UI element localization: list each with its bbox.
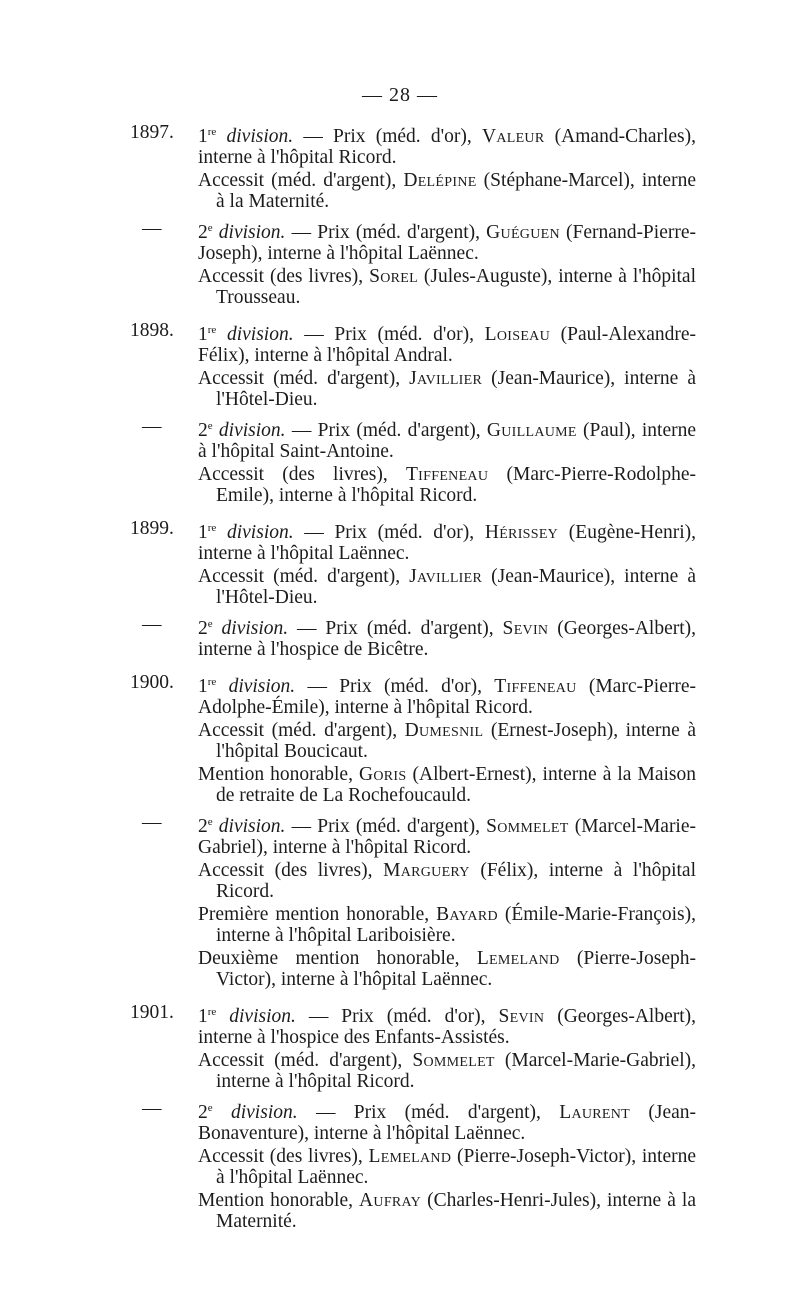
laureate-name: Sommelet — [412, 1050, 495, 1071]
laureate-details: (Marc-Pierre-Adolphe-Émile), interne à l'hôpital Ricord. — [198, 676, 697, 718]
laureate-details: (Georges-Albert), interne à l'hospice de Bicêtre. — [198, 618, 697, 660]
accessit-line — [0, 948, 800, 990]
laureate-name: Delépine — [403, 170, 477, 191]
distinction-text: Première mention honorable, — [198, 904, 437, 925]
division-ordinal: 2e — [198, 1102, 213, 1123]
prize-text: — Prix (méd. d'argent), — [297, 1102, 560, 1123]
division-ordinal: 2e — [198, 816, 213, 837]
laureate-name: Valeur — [481, 126, 545, 147]
accessit-line — [0, 566, 800, 608]
award-entry — [0, 518, 800, 608]
accessit-line — [0, 764, 800, 806]
prize-text: — Prix (méd. d'argent), — [285, 222, 487, 243]
year-label: 1898. — [130, 320, 174, 341]
division-ordinal: 1re — [198, 324, 217, 345]
distinction-text: Mention honorable, — [198, 764, 359, 785]
laureate-details: (Georges-Albert), interne à l'hospice des Enfants-Assistés. — [198, 1006, 696, 1048]
laureate-name: Javillier — [409, 566, 483, 587]
laureate-details: (Jean-Maurice), interne à l'Hôtel-Dieu. — [216, 368, 696, 410]
laureate-details: (Félix), interne à l'hôpital Ricord. — [216, 860, 696, 902]
laureate-details: (Stéphane-Marcel), interne à la Maternité. — [216, 170, 696, 212]
prize-text: — Prix (méd. d'or), — [293, 126, 482, 147]
laureate-details: (Ernest-Joseph), interne à l'hôpital Boucicaut. — [216, 720, 696, 762]
division-word: division. — [218, 420, 286, 441]
laureate-name: Sorel — [369, 266, 418, 287]
laureate-name: Marguery — [383, 860, 470, 881]
accessit-line — [0, 860, 800, 902]
distinction-text: Accessit (méd. d'argent), — [198, 566, 410, 587]
award-entry — [0, 218, 800, 308]
distinction-text: Mention honorable, — [198, 1190, 360, 1211]
division-word: division. — [226, 126, 294, 147]
accessit-line — [0, 1146, 800, 1188]
distinction-text: Accessit (des livres), — [198, 860, 384, 881]
distinction-text: Accessit (méd. d'argent), — [198, 1050, 413, 1071]
distinction-text: Accessit (des livres), — [198, 1146, 369, 1167]
prize-text: — Prix (méd. d'argent), — [285, 816, 487, 837]
division-prize — [0, 812, 800, 858]
laureate-name: Lemeland — [368, 1146, 452, 1167]
division-prize — [0, 518, 800, 564]
laureate-name: Guillaume — [486, 420, 577, 441]
laureate-details: (Pierre-Joseph-Victor), interne à l'hôpital Laënnec. — [216, 948, 697, 990]
distinction-text: Accessit (méd. d'argent), — [198, 170, 404, 191]
award-entry — [0, 672, 800, 806]
accessit-line — [0, 368, 800, 410]
laureate-details: (Albert-Ernest), interne à la Maison de retraite de La Rochefoucauld. — [216, 764, 696, 806]
prize-text: — Prix (méd. d'argent), — [285, 420, 487, 441]
division-ordinal: 1re — [198, 1006, 217, 1027]
division-ordinal: 2e — [198, 222, 213, 243]
ditto-dash: — — [142, 1098, 162, 1119]
ditto-dash: — — [142, 218, 162, 239]
year-label: 1901. — [130, 1002, 174, 1023]
laureate-name: Bayard — [436, 904, 498, 925]
laureate-name: Dumesnil — [404, 720, 484, 741]
laureate-name: Tiffeneau — [494, 676, 577, 697]
division-word: division. — [229, 1006, 296, 1027]
division-word: division. — [221, 618, 289, 639]
award-entry — [0, 1002, 800, 1092]
ditto-dash: — — [142, 416, 162, 437]
laureate-details: (Marcel-Marie-Gabriel), interne à l'hôpital Ricord. — [198, 816, 696, 858]
division-word: division. — [218, 816, 286, 837]
laureate-details: (Marc-Pierre-Rodolphe-Emile), interne à l'hôpital Ricord. — [216, 464, 696, 506]
division-prize — [0, 416, 800, 462]
division-prize — [0, 218, 800, 264]
division-prize — [0, 672, 800, 718]
laureate-name: Goris — [359, 764, 407, 785]
laureate-name: Sevin — [502, 618, 549, 639]
laureate-name: Tiffeneau — [405, 464, 489, 485]
prize-text: — Prix (méd. d'or), — [295, 1006, 499, 1027]
laureate-name: Javillier — [409, 368, 483, 389]
laureate-details: (Paul), interne à l'hôpital Saint-Antoine. — [198, 420, 697, 462]
laureate-name: Laurent — [559, 1102, 631, 1123]
prize-text: — Prix (méd. d'argent), — [288, 618, 503, 639]
laureate-details: (Paul-Alexandre-Félix), interne à l'hôpital Andral. — [198, 324, 697, 366]
ditto-dash: — — [142, 614, 162, 635]
year-label: 1897. — [130, 122, 174, 143]
year-label: 1899. — [130, 518, 174, 539]
division-prize — [0, 614, 800, 660]
award-list — [0, 122, 800, 1232]
laureate-name: Aufray — [359, 1190, 422, 1211]
award-entry — [0, 122, 800, 212]
laureate-name: Hérissey — [484, 522, 559, 543]
accessit-line — [0, 266, 800, 308]
laureate-name: Guéguen — [486, 222, 560, 243]
division-ordinal: 1re — [198, 676, 217, 697]
division-prize — [0, 320, 800, 366]
laureate-details: (Marcel-Marie-Gabriel), interne à l'hôpital Ricord. — [216, 1050, 696, 1092]
laureate-name: Sevin — [498, 1006, 545, 1027]
laureate-name: Lemeland — [476, 948, 560, 969]
division-word: division. — [226, 324, 294, 345]
accessit-line — [0, 1050, 800, 1092]
distinction-text: Accessit (méd. d'argent), — [198, 368, 410, 389]
accessit-line — [0, 1190, 800, 1232]
laureate-details: (Amand-Charles), interne à l'hôpital Ricord. — [198, 126, 697, 168]
laureate-details: (Pierre-Joseph-Victor), interne à l'hôpital Laënnec. — [216, 1146, 696, 1188]
distinction-text: Accessit (méd. d'argent), — [198, 720, 405, 741]
division-word: division. — [228, 676, 296, 697]
prize-text: — Prix (méd. d'or), — [293, 324, 485, 345]
distinction-text: Deuxième mention honorable, — [198, 948, 477, 969]
laureate-details: (Jules-Auguste), interne à l'hôpital Trousseau. — [216, 266, 696, 308]
laureate-name: Loiseau — [484, 324, 550, 345]
laureate-details: (Charles-Henri-Jules), interne à la Maternité. — [216, 1190, 696, 1232]
division-ordinal: 1re — [198, 522, 217, 543]
laureate-details: (Émile-Marie-François), interne à l'hôpital Lariboisière. — [216, 904, 697, 946]
award-entry — [0, 812, 800, 990]
division-prize — [0, 1002, 800, 1048]
laureate-details: (Jean-Maurice), interne à l'Hôtel-Dieu. — [216, 566, 696, 608]
accessit-line — [0, 464, 800, 506]
laureate-details: (Jean-Bonaventure), interne à l'hôpital Laënnec. — [198, 1102, 697, 1144]
division-word: division. — [218, 222, 286, 243]
award-entry — [0, 614, 800, 660]
distinction-text: Accessit (des livres), — [198, 464, 406, 485]
prize-text: — Prix (méd. d'or), — [293, 522, 485, 543]
distinction-text: Accessit (des livres), — [198, 266, 370, 287]
division-prize — [0, 1098, 800, 1144]
laureate-name: Sommelet — [486, 816, 569, 837]
laureate-details: (Fernand-Pierre-Joseph), interne à l'hôpital Laënnec. — [198, 222, 696, 264]
division-prize — [0, 122, 800, 168]
page-number: — 28 — — [362, 84, 438, 106]
division-word: division. — [226, 522, 294, 543]
prize-text: — Prix (méd. d'or), — [295, 676, 495, 697]
division-ordinal: 2e — [198, 420, 213, 441]
award-entry — [0, 416, 800, 506]
division-ordinal: 2e — [198, 618, 213, 639]
accessit-line — [0, 170, 800, 212]
accessit-line — [0, 904, 800, 946]
division-word: division. — [230, 1102, 298, 1123]
accessit-line — [0, 720, 800, 762]
division-ordinal: 1re — [198, 126, 217, 147]
year-label: 1900. — [130, 672, 174, 693]
award-entry — [0, 1098, 800, 1232]
award-entry — [0, 320, 800, 410]
ditto-dash: — — [142, 812, 162, 833]
laureate-details: (Eugène-Henri), interne à l'hôpital Laënnec. — [198, 522, 697, 564]
